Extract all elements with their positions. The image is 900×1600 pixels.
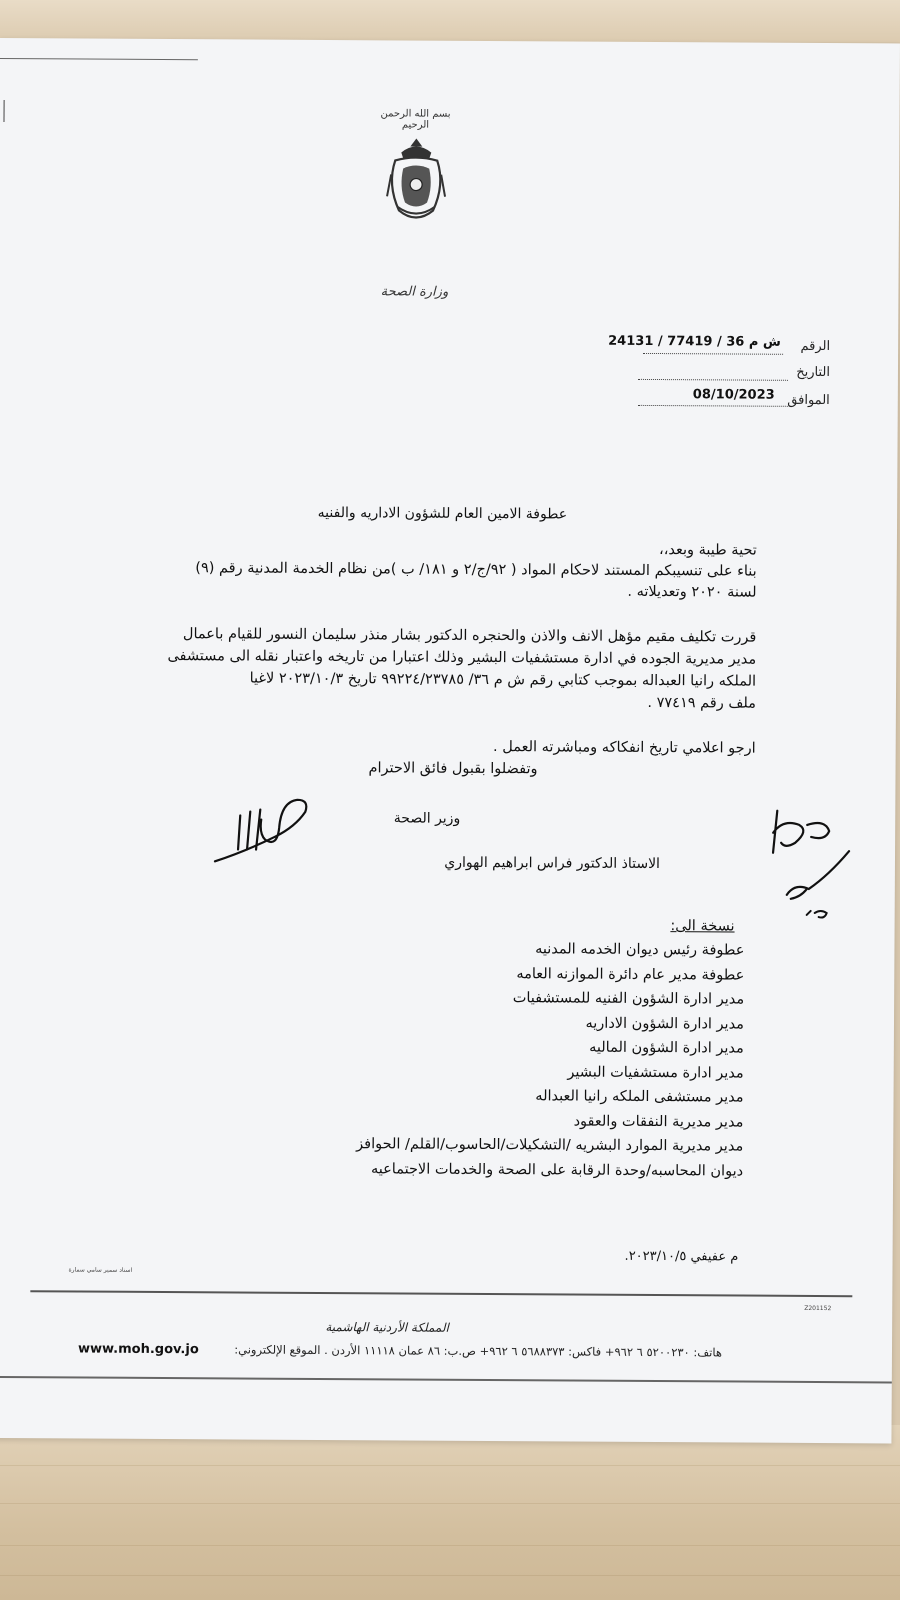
table-surface-top	[0, 0, 900, 42]
margin-mark	[3, 100, 4, 122]
corresponding-date-value: 08/10/2023	[692, 387, 775, 403]
copy-recipient: مدير ادارة الشؤون الماليه	[589, 1039, 744, 1057]
letter-page	[0, 38, 900, 1443]
greeting: تحية طيبة وبعد،،	[658, 542, 757, 559]
copy-recipient: ديوان المحاسبه/وحدة الرقابة على الصحة والخدمات الاجتماعيه	[370, 1160, 744, 1180]
reference-number: ش م 36 / 77419 / 24131	[608, 333, 781, 350]
paragraph-2-line-3: الملكه رانيا العبداله بموجب كتابي رقم ش م ٣٦/ ٩٩٢٢٤/٢٣٧٨٥ تاريخ ٢٠٢٣/١٠/٣ لاغيا	[249, 670, 757, 690]
paragraph-1-line-2: لسنة ٢٠٢٠ وتعديلاته .	[627, 583, 757, 601]
document-code: Z201152	[804, 1304, 832, 1313]
jordan-coat-of-arms-icon	[383, 134, 450, 234]
date-dotted-line	[638, 379, 788, 381]
closing-regards: وتفضلوا بقبول فائق الاحترام	[368, 760, 538, 778]
copy-recipient: مدير مديرية الموارد البشريه /التشكيلات/الحاسوب/القلم/ الحوافز	[356, 1136, 744, 1155]
closing-request: ارجو اعلامي تاريخ انفكاكه ومباشرته العمل .	[493, 739, 756, 757]
minister-title: وزير الصحة	[393, 810, 461, 827]
copy-recipient: مدير ادارة مستشفيات البشير	[567, 1063, 744, 1082]
date-label: التاريخ	[796, 364, 831, 381]
corresponding-dotted-line	[638, 405, 788, 407]
table-surface-bottom	[0, 1425, 900, 1600]
minister-signature-icon	[200, 791, 330, 872]
copy-recipient: مدير ادارة الشؤون الاداريه	[585, 1015, 745, 1033]
handwritten-note-icon	[767, 803, 858, 934]
copy-recipient: عطوفة رئيس ديوان الخدمه المدنيه	[535, 941, 745, 959]
minister-name: الاستاذ الدكتور فراس ابراهيم الهواري	[444, 854, 661, 873]
copy-recipient: عطوفة مدير عام دائرة الموازنه العامه	[516, 965, 745, 984]
footer-bottom-rule	[0, 1376, 892, 1383]
reference-label: الرقم	[800, 338, 831, 355]
copy-recipient: مدير مديرية النفقات والعقود	[573, 1113, 744, 1131]
reference-dotted-line	[643, 353, 783, 355]
footer-divider	[30, 1290, 852, 1297]
paragraph-2-line-2: مدير مديرية الجوده في ادارة مستشفيات البشير وذلك اعتبارا من تاريخه واعتبار نقله الى مستشفى	[167, 648, 757, 668]
contact-details: هاتف: ٥٢٠٠٢٣٠ ٦ ٩٦٢+ فاكس: ٥٦٨٨٣٧٣ ٦ ٩٦٢+ ص.ب: ٨٦ عمان ١١١١٨ الأردن . الموقع الإلكتروني:	[234, 1342, 723, 1360]
letterhead	[376, 108, 453, 304]
copies-heading: نسخة الى:	[670, 918, 735, 935]
paragraph-2-line-4: ملف رقم ٧٧٤١٩ .	[647, 694, 756, 712]
copies-list	[356, 936, 745, 1183]
copy-recipient: مدير مستشفى الملكه رانيا العبداله	[535, 1088, 744, 1106]
typist-stamp: اسناد سمير سامي سمارة	[68, 1266, 133, 1274]
copy-recipient: مدير ادارة الشؤون الفنيه للمستشفيات	[512, 990, 745, 1008]
paragraph-2-line-1: قررت تكليف مقيم مؤهل الانف والاذن والحنجره الدكتور بشار منذر سليمان النسور للقيام باعمال	[182, 626, 757, 646]
kingdom-name: المملكة الأردنية الهاشمية	[325, 1320, 449, 1335]
corresponding-date-label: الموافق	[787, 392, 830, 409]
ministry-name: وزارة الصحة	[380, 284, 449, 300]
paragraph-1-line-1: بناء على تنسيبكم المستند لاحكام المواد ( ٩٢/ج/٢ و ١٨١/ ب )من نظام الخدمة المدنية رقم (٩)	[195, 560, 757, 580]
top-rule	[0, 58, 198, 60]
typist-reference: م عفيفي ٢٠٢٣/١٠/٥.	[624, 1248, 739, 1265]
website-link: www.moh.gov.jo	[77, 1341, 199, 1358]
addressee: عطوفة الامين العام للشؤون الاداريه والفنيه	[317, 504, 568, 523]
basmala-text: بسم الله الرحمن الرحيم	[380, 108, 451, 131]
